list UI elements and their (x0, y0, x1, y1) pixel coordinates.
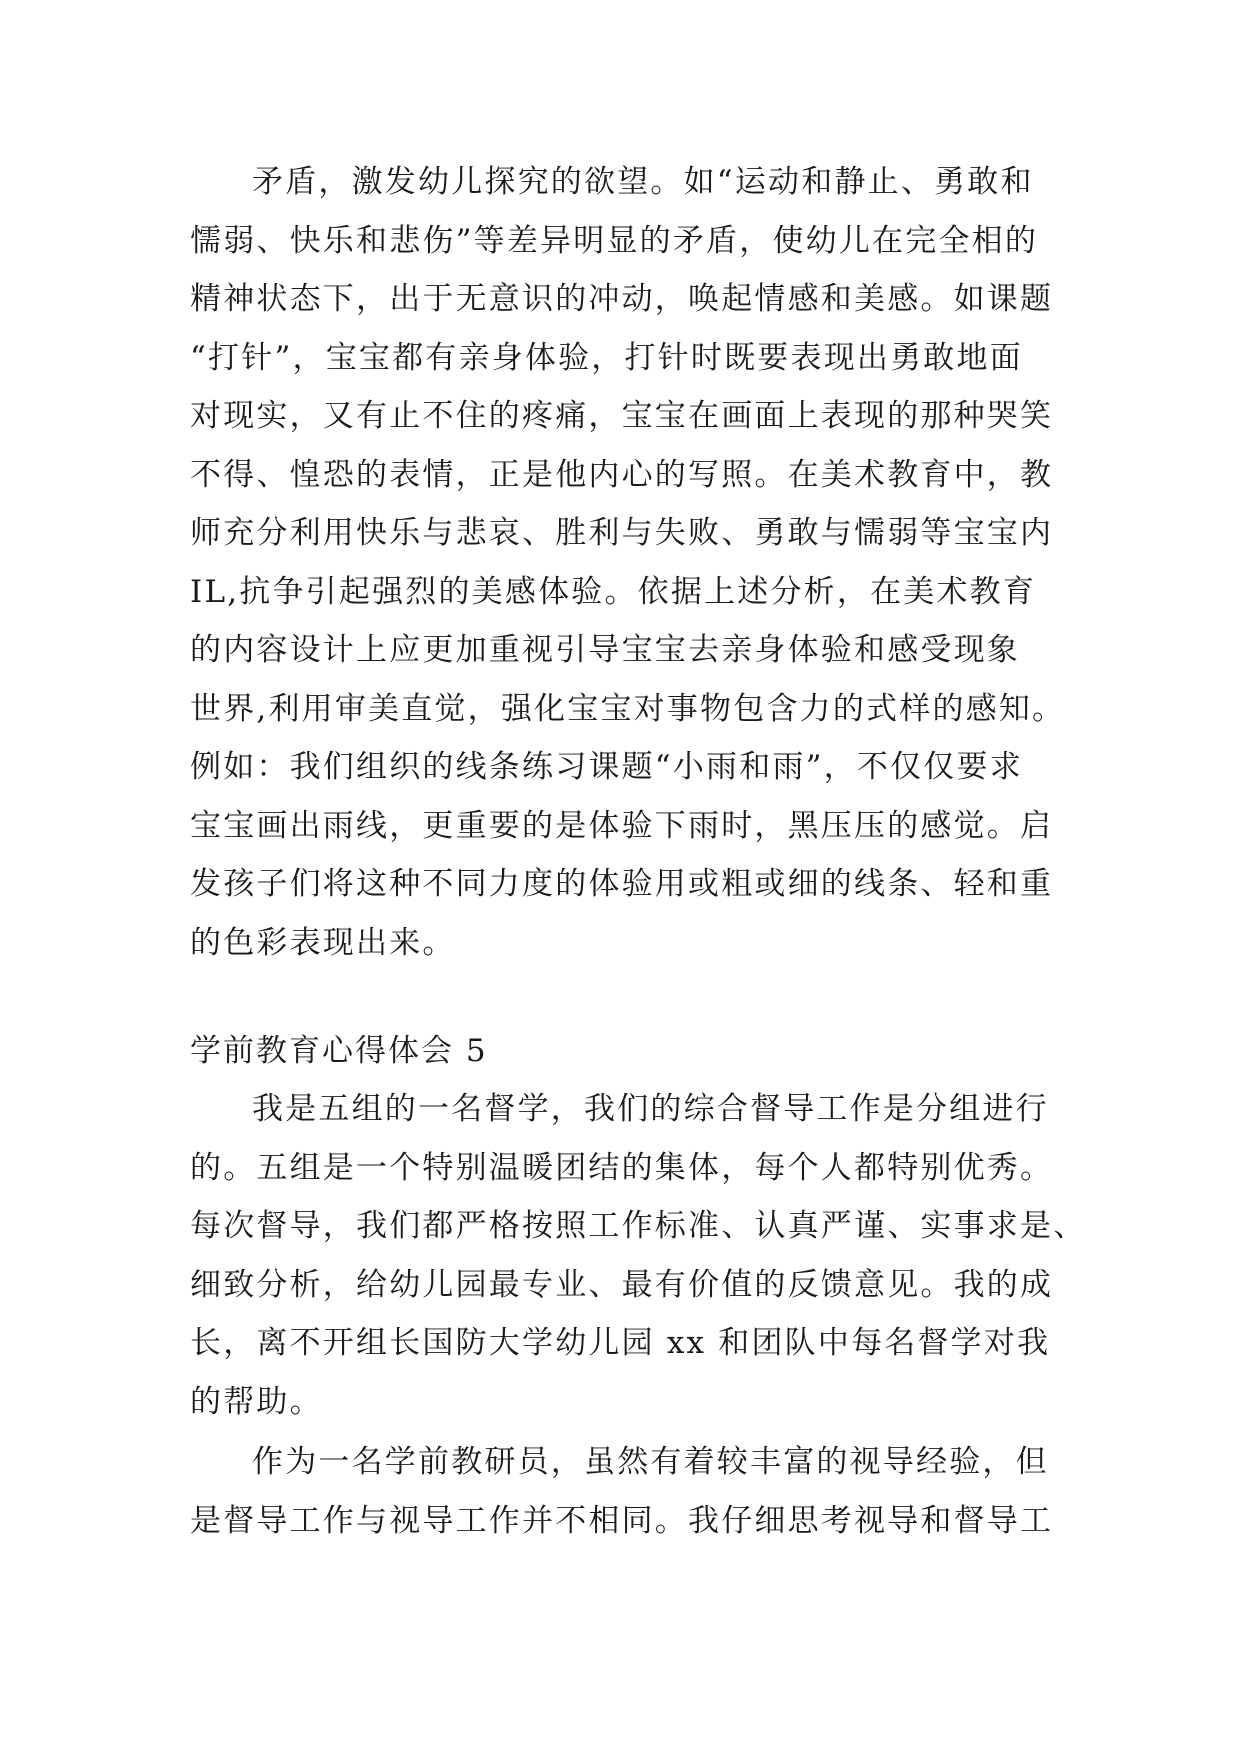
paragraph-line: 发孩子们将这种不同力度的体验用或粗或细的线条、轻和重 (190, 866, 1054, 902)
paragraph-line: 细致分析，给幼儿园最专业、最有价值的反馈意见。我的成 (190, 1266, 1054, 1303)
paragraph-line: 每次督导，我们都严格按照工作标准、认真严谨、实事求是、 (190, 1208, 1087, 1244)
paragraph-line: 例如：我们组织的线条练习课题“小雨和雨”，不仅仅要求 (190, 749, 1023, 785)
paragraph-line: 的色彩表现出来。 (190, 924, 456, 961)
paragraph-line: 对现实，又有止不住的疼痛，宝宝在画面上表现的那种哭笑 (190, 398, 1054, 434)
paragraph-line: 世界,利用审美直觉，强化宝宝对事物包含力的式样的感知。 (190, 690, 1066, 727)
paragraph-continued (190, 153, 1066, 972)
paragraph-3 (190, 1433, 1060, 1550)
paragraph-line: “打针”，宝宝都有亲身体验，打针时既要表现出勇敢地面 (190, 339, 1023, 376)
paragraph-line: 我是五组的一名督学，我们的综合督导工作是分组进行 (252, 1091, 1049, 1127)
paragraph-line: 不得、惶恐的表情，正是他内心的写照。在美术教育中，教 (190, 456, 1054, 493)
paragraph-2 (190, 1080, 1087, 1431)
paragraph-line: 是督导工作与视导工作并不相同。我仔细思考视导和督导工 (190, 1502, 1054, 1539)
paragraph-line: 作为一名学前教研员，虽然有着较丰富的视导经验，但 (252, 1444, 1049, 1480)
paragraph-line: 师充分利用快乐与悲哀、胜利与失败、勇敢与懦弱等宝宝内 (190, 515, 1054, 551)
paragraph-line: IL,抗争引起强烈的美感体验。依据上述分析，在美术教育 (190, 573, 1037, 610)
section-title: 学前教育心得体会 5 (190, 1033, 488, 1069)
paragraph-line: 精神状态下，出于无意识的冲动，唤起情感和美感。如课题 (190, 281, 1054, 317)
paragraph-line: 懦弱、快乐和悲伤”等差异明显的矛盾，使幼儿在完全相的 (190, 222, 1039, 259)
paragraph-line: 宝宝画出雨线，更重要的是体验下雨时，黑压压的感觉。启 (190, 807, 1054, 844)
paragraph-line: 的。五组是一个特别温暖团结的集体，每个人都特别优秀。 (190, 1149, 1054, 1186)
paragraph-line: 长，离不开组长国防大学幼儿园 xx 和团队中每名督学对我 (190, 1325, 1051, 1361)
paragraph-line: 的内容设计上应更加重视引导宝宝去亲身体验和感受现象 (190, 632, 1020, 668)
paragraph-line: 矛盾，激发幼儿探究的欲望。如“运动和静止、勇敢和 (252, 164, 1034, 200)
paragraph-line: 的帮助。 (190, 1383, 323, 1420)
